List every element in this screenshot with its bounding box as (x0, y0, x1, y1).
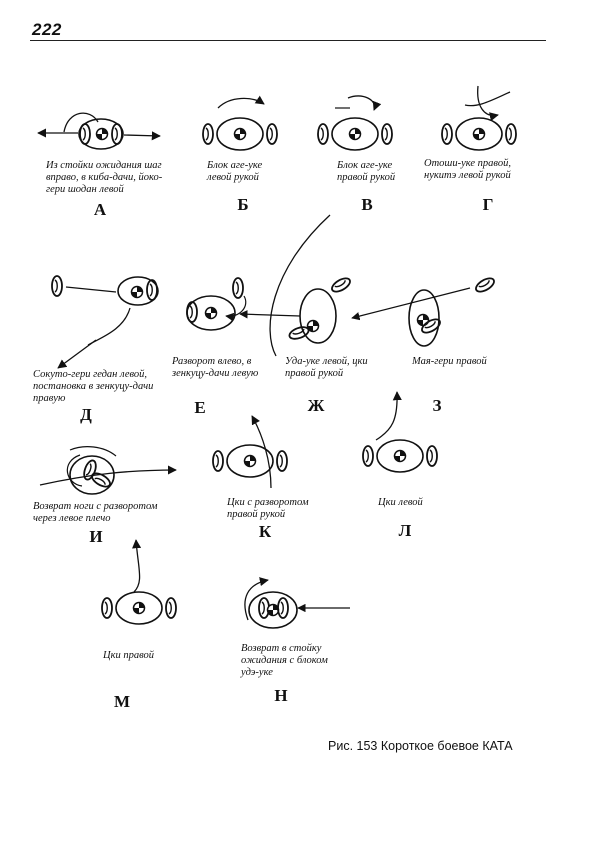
panel-g-caption: Отоши-уке правой, нукитэ левой рукой (424, 158, 511, 181)
panel-a-letter: А (93, 200, 107, 219)
panel-v-letter: В (361, 195, 373, 214)
panel-e-figure (187, 215, 330, 356)
page-number: 222 (32, 20, 62, 39)
panel-v-figure (318, 96, 392, 150)
panel-b-caption: Блок аге-уке левой рукой (207, 160, 263, 183)
panel-n-figure (245, 580, 350, 628)
panel-d-letter: Д (80, 405, 92, 424)
panel-zh-figure (288, 276, 352, 343)
panel-l-caption: Цки левой (378, 497, 423, 508)
panel-k-caption: Цки с разворотом правой рукой (227, 497, 309, 520)
panel-z-letter: З (432, 396, 442, 415)
panel-m-letter: М (113, 692, 131, 711)
panel-b-letter: Б (237, 195, 249, 214)
panel-a-caption: Из стойки ожидания шаг вправо, в киба-дачи, йоко- гери шодан левой (46, 160, 163, 195)
panel-l-letter: Л (398, 521, 412, 540)
panel-i-caption: Возврат ноги с разворотом через левое плечо (33, 501, 158, 524)
panel-l-figure (363, 392, 437, 472)
panel-g-figure (442, 86, 516, 150)
panel-m-figure (102, 540, 176, 624)
panel-b-figure (203, 98, 277, 150)
panel-z-caption: Мая-гери правой (412, 356, 487, 367)
panel-n-caption: Возврат в стойку ожидания с блоком удэ-уке (241, 643, 328, 678)
panel-zh-caption: Уда-уке левой, цки правой рукой (285, 356, 368, 379)
panel-e-letter: Е (194, 398, 206, 417)
panel-k-figure (213, 416, 287, 488)
panel-g-letter: Г (482, 195, 494, 214)
panel-e-caption: Разворот влево, в зенкуцу-дачи левую (172, 356, 259, 379)
panel-k-letter: К (258, 522, 272, 541)
panel-i-figure (40, 447, 176, 494)
panel-d-figure (52, 276, 158, 368)
panel-a-figure (38, 113, 160, 149)
panel-m-caption: Цки правой (103, 650, 155, 661)
panel-v-caption: Блок аге-уке правой рукой (337, 160, 396, 183)
panel-i-letter: И (89, 527, 103, 546)
panel-n-letter: Н (274, 686, 288, 705)
figure-caption: Рис. 153 Короткое боевое КАТА (328, 739, 513, 753)
panel-zh-letter: Ж (307, 396, 325, 415)
panel-z-figure (352, 276, 496, 346)
panel-d-caption: Сокуто-гери гедан левой, постановка в зенкуцу-дачи правую (33, 369, 154, 404)
